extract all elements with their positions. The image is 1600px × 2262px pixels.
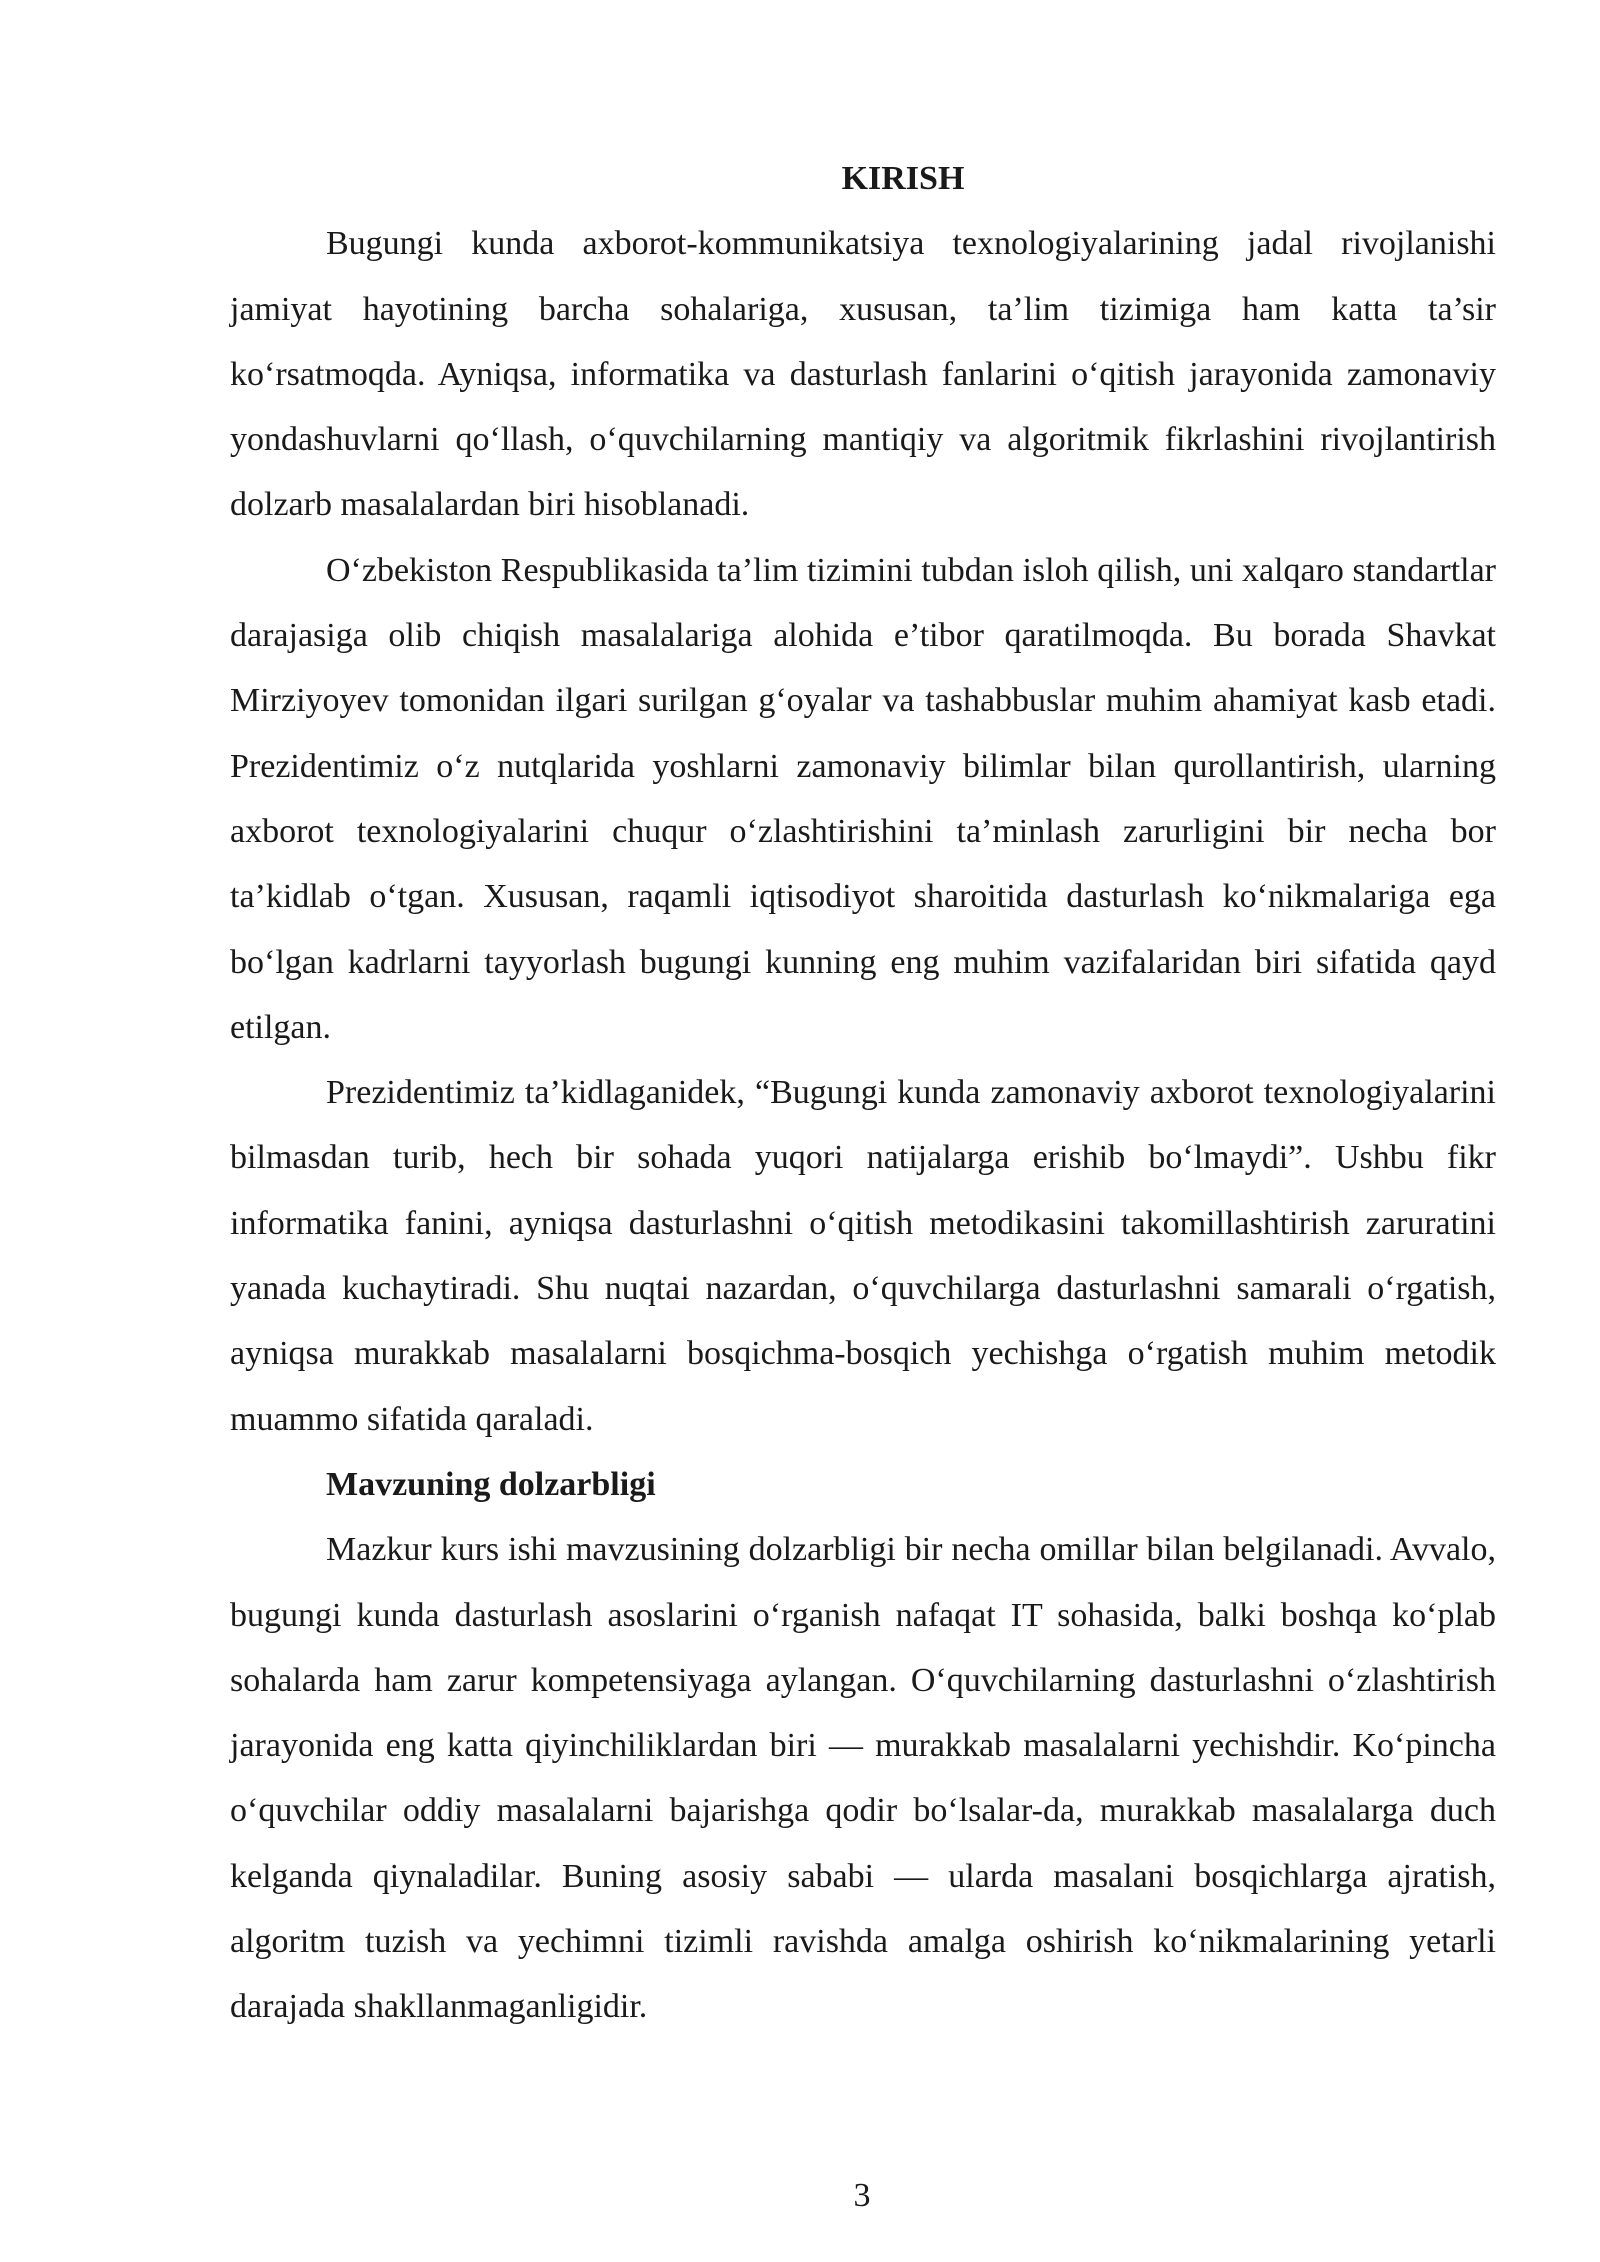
paragraph-3: Prezidentimiz ta’kidlaganidek, “Bugungi kunda zamonaviy axborot texnologiyalarini bilmasdan turib, hech bir sohada yuqori natijalarga erishib bo‘lmaydi”. Ushbu fikr informatika fanini, ayniqsa dasturlashni o‘qitish metodikasini takomillashtirish zaruratini yanada kuchaytiradi. Shu nuqtai nazardan, o‘quvchilarga dasturlashni samarali o‘rgatish, ayniqsa murakkab masalalarni bosqichma-bosqich yechishga o‘rgatish muhim metodik muammo sifatida qaraladi. <box>230 1074 1496 1438</box>
paragraph-2: O‘zbekiston Respublikasida ta’lim tizimini tubdan isloh qilish, uni xalqaro standartlar darajasiga olib chiqish masalalariga alohida e’tibor qaratilmoqda. Bu borada Shavkat Mirziyoyev tomonidan ilgari surilgan g‘oyalar va tashabbuslar muhim ahamiyat kasb etadi. Prezidentimiz o‘z nutqlarida yoshlarni zamonaviy bilimlar bilan qurollantirish, ularning axborot texnologiyalarini chuqur o‘zlashtirishini ta’minlash zarurligini bir necha bor ta’kidlab o‘tgan. Xususan, raqamli iqtisodiyot sharoitida dasturlash ko‘nikmalariga ega bo‘lgan kadrlarni tayyorlash bugungi kunning eng muhim vazifalaridan biri sifatida qayd etilgan. <box>230 551 1496 1046</box>
paragraph-4: Mazkur kurs ishi mavzusining dolzarbligi bir necha omillar bilan belgilanadi. Avvalo, bugungi kunda dasturlash asoslarini o‘rganish nafaqat IT sohasida, balki boshqa ko‘plab sohalarda ham zarur kompetensiyaga aylangan. O‘quvchilarning dasturlashni o‘zlashtirish jarayonida eng katta qiyinchiliklardan biri — murakkab masalalarni yechishdir. Ko‘pincha o‘quvchilar oddiy masalalarni bajarishga qodir bo‘lsalar-da, murakkab masalalarga duch kelganda qiynaladilar. Buning asosiy sababi — ularda masalani bosqichlarga ajratish, algoritm tuzish va yechimni tizimli ravishda amalga oshirish ko‘nikmalarining yetarli darajada shakllanmaganligidir. <box>230 1531 1496 2026</box>
page-content <box>230 146 1496 2040</box>
paragraph-1: Bugungi kunda axborot-kommunikatsiya texnologiyalarining jadal rivojlanishi jamiyat hayotining barcha sohalariga, xususan, ta’lim tizimiga ham katta ta’sir ko‘rsatmoqda. Ayniqsa, informatika va dasturlash fanlarini o‘qitish jarayonida zamonaviy yondashuvlarni qo‘llash, o‘quvchilarning mantiqiy va algoritmik fikrlashini rivojlantirish dolzarb masalalardan biri hisoblanadi. <box>230 225 1496 524</box>
subheading: Mavzuning dolzarbligi <box>326 1465 656 1503</box>
page-number: 3 <box>853 2177 871 2214</box>
section-title: KIRISH <box>841 160 965 197</box>
